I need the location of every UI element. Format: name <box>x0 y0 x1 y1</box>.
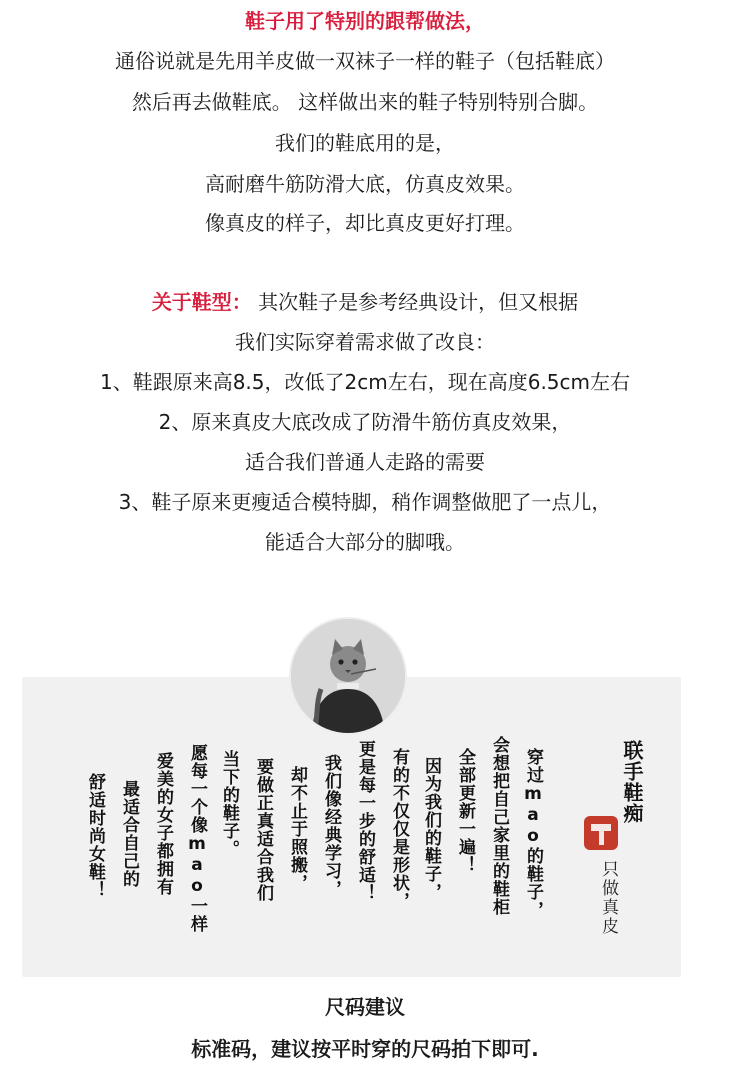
slogan-col-5: 有的不仅仅是形状， <box>389 748 409 910</box>
shoe-type-first-line <box>0 288 730 316</box>
size-note: 标准码，建议按平时穿的尺码拍下即可. <box>191 1037 539 1061</box>
slogan-col-3: 全部更新一遍！ <box>455 748 475 874</box>
shoe-type-line-4: 适合我们普通人走路的需要 <box>245 450 485 474</box>
intro-line-4: 高耐磨牛筋防滑大底，仿真皮效果。 <box>205 172 525 196</box>
slogan-col-14: 舒适时尚女鞋！ <box>85 773 105 899</box>
slogan-col-4: 因为我们的鞋子， <box>421 757 441 901</box>
shoe-type-line-5: 3、鞋子原来更瘦适合模特脚，稍作调整做肥了一点儿， <box>118 490 612 514</box>
slogan-col-11: 愿每一个像mao一样 <box>187 744 207 933</box>
slogan-col-1: 穿过mao的鞋子， <box>523 748 543 919</box>
slogan-col-2: 会想把自己家里的鞋柜 <box>489 736 509 916</box>
shoe-type-line-3: 2、原来真皮大底改成了防滑牛筋仿真皮效果， <box>158 410 572 434</box>
intro-line-1: 通俗说就是先用羊皮做一双袜子一样的鞋子（包括鞋底） <box>115 49 615 73</box>
headline: 鞋子用了特别的跟帮做法， <box>245 9 485 33</box>
intro-line-3: 我们的鞋底用的是， <box>275 131 455 155</box>
size-title: 尺码建议 <box>325 995 405 1019</box>
cat-avatar-icon <box>289 617 407 735</box>
intro-line-2: 然后再去做鞋底。 这样做出来的鞋子特别特别合脚。 <box>131 90 599 114</box>
shoe-type-line-2: 1、鞋跟原来高8.5，改低了2cm左右，现在高度6.5cm左右 <box>99 370 631 394</box>
hammer-seal-icon <box>583 815 619 851</box>
slogan-col-10: 当下的鞋子。 <box>219 750 239 858</box>
slogan-col-12: 爱美的女子都拥有 <box>153 752 173 896</box>
slogan-col-9: 要做正真适合我们 <box>253 758 273 902</box>
slogan-col-7: 我们像经典学习， <box>321 754 341 898</box>
shoe-type-line-1: 我们实际穿着需求做了改良： <box>235 330 495 354</box>
shoe-type-label: 关于鞋型： <box>151 290 252 314</box>
intro-line-5: 像真皮的样子，却比真皮更好打理。 <box>205 211 525 235</box>
brand-name: 联手鞋痴 <box>620 740 644 824</box>
shoe-type-line-6: 能适合大部分的脚哦。 <box>265 530 465 554</box>
slogan-col-8: 却不止于照搬， <box>287 766 307 892</box>
seal-text: 只做真皮 <box>598 860 618 936</box>
slogan-col-6: 更是每一步的舒适！ <box>355 740 375 902</box>
slogan-col-13: 最适合自己的 <box>119 780 139 888</box>
shoe-type-first-text: 其次鞋子是参考经典设计，但又根据 <box>251 290 579 314</box>
